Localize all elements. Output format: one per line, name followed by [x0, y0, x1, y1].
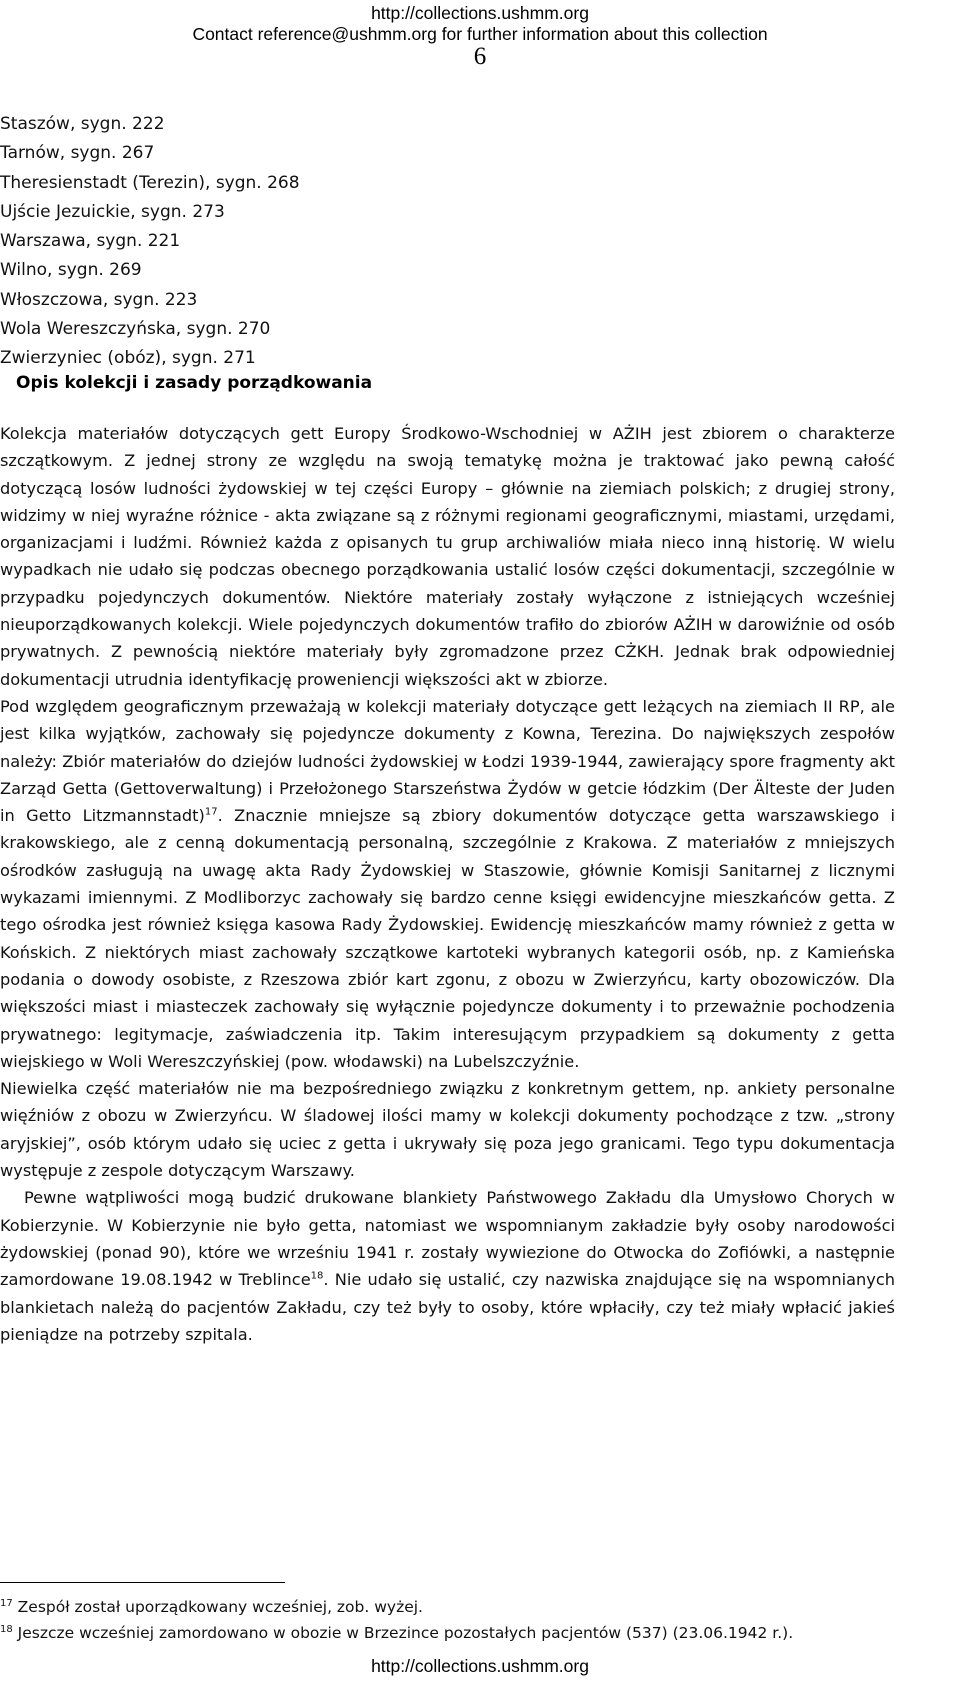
footnote-number: 18 — [0, 1623, 13, 1635]
list-item: Włoszczowa, sygn. 223 — [0, 289, 198, 310]
list-item: Wola Wereszczyńska, sygn. 270 — [0, 319, 271, 340]
paragraph — [0, 1184, 895, 1348]
list-item: Tarnów, sygn. 267 — [0, 143, 155, 164]
footnote-number: 17 — [0, 1597, 13, 1609]
footnote-text: Jeszcze wcześniej zamordowano w obozie w Brzezince pozostałych pacjentów (537) (23.06.1942 r.). — [12, 1624, 794, 1642]
list-item: Warszawa, sygn. 221 — [0, 231, 181, 252]
list-item: Staszów, sygn. 222 — [0, 114, 165, 134]
footnote — [0, 1622, 793, 1644]
paragraph — [0, 693, 895, 1075]
footnote-reference: 17 — [204, 806, 218, 818]
list-item: Ujście Jezuickie, sygn. 273 — [0, 201, 225, 222]
header-contact-note: Contact reference@ushmm.org for further information about this collection — [192, 24, 768, 44]
paragraph-text: . Nie udało się ustalić, czy nazwiska znajdujące się na wspomnianych blankietach należą do pacjentów Zakładu, czy też były to osoby, które wpłaciły, czy też miały wpłacić jakieś pieniądze na potrzeby szpitala. — [0, 1270, 895, 1344]
place-signature-list — [0, 110, 300, 374]
list-item: Wilno, sygn. 269 — [0, 260, 142, 281]
page-number: 6 — [473, 43, 487, 70]
list-item: Theresienstadt (Terezin), sygn. 268 — [0, 172, 300, 193]
paragraph: Kolekcja materiałów dotyczących gett Europy Środkowo-Wschodniej w AŻIH jest zbiorem o charakterze szczątkowym. Z jednej strony ze względu na swoją tematykę można je traktować jako pewną całość dotyczącą losów ludności żydowskiej w tej części Europy – głównie na ziemiach polskich; z drugiej strony, widzimy w niej wyraźne różnice - akta związane są z różnymi regionami geograficznymi, miastami, urzędami, organizacjami i ludźmi. Również każda z opisanych tu grup archiwaliów miała nieco inną historię. W wielu wypadkach nie udało się podczas obecnego porządkowania ustalić losów części dokumentacji, szczególnie w przypadku pojedynczych dokumentów. Niektóre materiały zostały wyłączone z istniejących wcześniej nieuporządkowanych kolekcji. Wiele pojedynczych dokumentów trafiło do zbiorów AŻIH w darowiźnie od osób prywatnych. Z pewnością niektóre materiały były zgromadzone przez CŻKH. Jednak brak odpowiedniej dokumentacji utrudnia identyfikację proweniencji większości akt w zbiorze. — [0, 424, 895, 689]
footnote-text: Zespół został uporządkowany wcześniej, zob. wyżej. — [12, 1598, 423, 1616]
header-url: http://collections.ushmm.org — [371, 3, 589, 23]
footnote — [0, 1596, 423, 1618]
list-item: Zwierzyniec (obóz), sygn. 271 — [0, 348, 256, 369]
paragraph-text: . Znacznie mniejsze są zbiory dokumentów dotyczące getta warszawskiego i krakowskiego, ale z cenną dokumentacją personalną, szczególnie z Krakowa. Z materiałów z mniejszych ośrodków zasługują na uwagę akta Rady Żydowskiej w Staszowie, głównie Komisji Sanitarnej z licznymi wykazami imiennymi. Z Modliborzyc zachowały się bardzo cenne księgi ewidencyjne mieszkańców getta. Z tego ośrodka jest również księga kasowa Rady Żydowskiej. Ewidencję mieszkańców mamy również z getta w Końskich. Z niektórych miast zachowały szczątkowe kartoteki wybranych kategorii osób, np. z Kamieńska podania o dowody osobiste, z Rzeszowa zbiór kart zgonu, z obozu w Zwierzyńcu, karty obozowiczów. Dla większości miast i miasteczek zachowały się wyłącznie pojedyncze dokumenty i to przeważnie pochodzenia prywatnego: legitymacje, zaświadczenia itp. Takim interesującym przypadkiem są dokumenty z getta wiejskiego w Woli Wereszczyńskiej (pow. włodawski) na Lubelszczyźnie. — [0, 806, 895, 1071]
paragraph: Niewielka część materiałów nie ma bezpośredniego związku z konkretnym gettem, np. ankiety personalne więźniów z obozu w Zwierzyńcu. W śladowej ilości mamy w kolekcji dokumenty pochodzące z tzw. „strony aryjskiej”, osób którym udało się uciec z getta i ukrywały się poza jego granicami. Tego typu dokumentacja występuje z zespole dotyczącym Warszawy. — [0, 1079, 895, 1181]
body-text — [0, 420, 895, 1348]
paragraph-text: Pewne wątpliwości mogą budzić drukowane blankiety Państwowego Zakładu dla Umysłowo Chorych w Kobierzynie. W Kobierzynie nie było getta, natomiast we wspomnianym zakładzie były osoby narodowości żydowskiej (ponad 90), które we wrześniu 1941 r. zostały wywiezione do Otwocka do Zofiówki, a następnie zamordowane 19.08.1942 w Treblince — [0, 1188, 895, 1290]
footer-url: http://collections.ushmm.org — [371, 1656, 589, 1676]
paragraph-text: Pod względem geograficznym przeważają w kolekcji materiały dotyczące gett leżących na ziemiach II RP, ale jest kilka wyjątków, zachowały się pojedyncze dokumenty z Kowna, Terezina. Do największych zespołów należy: Zbiór materiałów do dziejów ludności żydowskiej w Łodzi 1939-1944, zawierający spore fragmenty akt Zarząd Getta (Gettoverwaltung) i Przełożonego Starszeństwa Żydów w getcie łódzkim (Der Älteste der Juden in Getto Litzmannstadt) — [0, 696, 895, 826]
footnote-reference: 18 — [310, 1270, 324, 1282]
section-heading: Opis kolekcji i zasady porządkowania — [16, 373, 373, 393]
footnote-separator — [0, 1582, 285, 1583]
